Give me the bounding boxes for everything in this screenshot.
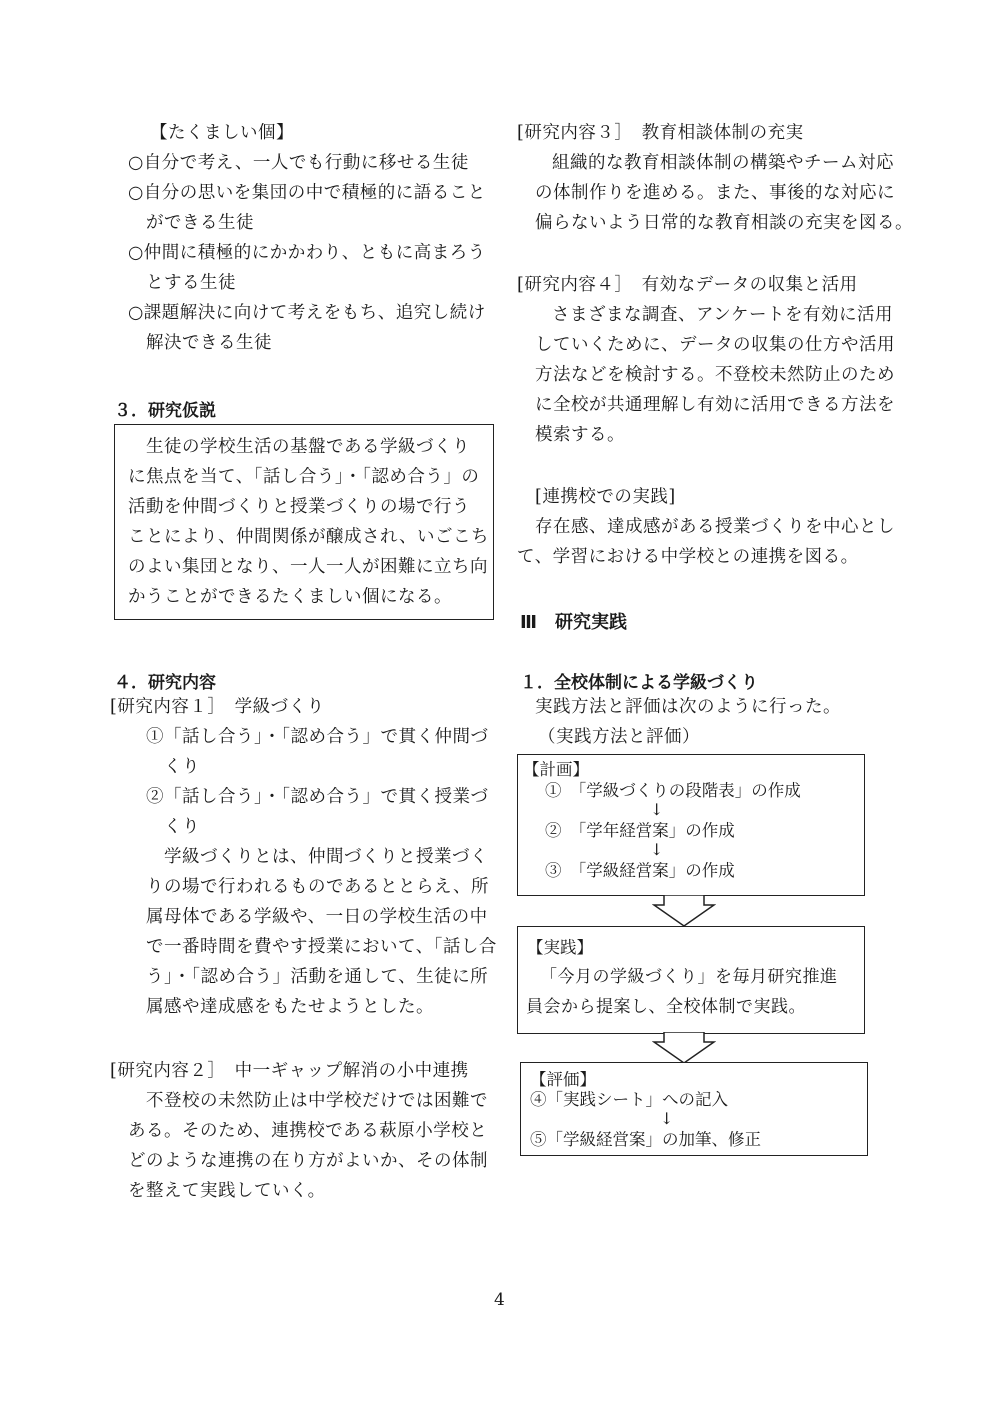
content1-line: 属感や達成感をもたせようとした。: [146, 997, 434, 1017]
plan-item: ① 「学級づくりの段階表」の作成: [545, 781, 801, 800]
section1-intro: 実践方法と評価は次のように行った。: [535, 697, 841, 717]
content4-line: 模索する。: [535, 425, 625, 445]
strong-item: ○自分の思いを集団の中で積極的に語ること: [128, 183, 486, 203]
down-arrow-icon: ↓: [650, 800, 664, 819]
evaluation-item: ④「実践シート」への記入: [530, 1090, 728, 1109]
strong-item: とする生徒: [146, 273, 236, 293]
hypothesis-line: のよい集団となり、一人一人が困難に立ち向: [128, 557, 488, 577]
content2-line: どのような連携の在り方がよいか、その体制: [128, 1151, 488, 1171]
flow-caption: （実践方法と評価）: [538, 727, 700, 747]
strong-item: ○仲間に積極的にかかわり、ともに高まろう: [128, 243, 486, 263]
plan-item: ③ 「学級経営案」の作成: [545, 861, 735, 880]
content1-line: りの場で行われるものであるととらえ、所: [146, 877, 490, 897]
content1-line: 属母体である学級や、一日の学校生活の中: [146, 907, 488, 927]
page-number: 4: [494, 1290, 505, 1310]
strong-item: ○自分で考え、一人でも行動に移せる生徒: [128, 153, 469, 173]
chapter-heading: Ⅲ 研究実践: [520, 612, 628, 633]
flow-down-arrow-icon: [652, 1032, 716, 1064]
content4-label: [研究内容４］ 有効なデータの収集と活用: [517, 275, 858, 295]
hypothesis-line: に焦点を当て、「話し合う」・「認め合う」の: [128, 467, 480, 487]
content1-line: で一番時間を費やす授業において、「話し合: [146, 937, 497, 957]
down-arrow-icon: ↓: [650, 840, 664, 859]
content2-line: ある。そのため、連携校である萩原小学校と: [128, 1121, 488, 1141]
partner-school-line: 存在感、達成感がある授業づくりを中心とし: [535, 517, 895, 537]
content4-line: さまざまな調査、アンケートを有効に活用: [552, 305, 893, 325]
strong-item: 解決できる生徒: [146, 333, 272, 353]
content3-label: [研究内容３］ 教育相談体制の充実: [517, 123, 804, 143]
content1-label: [研究内容１］ 学級づくり: [110, 697, 325, 717]
content3-line: 偏らないよう日常的な教育相談の充実を図る。: [535, 213, 913, 233]
practice-line: 員会から提案し、全校体制で実践。: [526, 997, 806, 1017]
section1-heading: １．全校体制による学級づくり: [520, 673, 758, 693]
content4-line: していくために、データの収集の仕方や活用: [535, 335, 895, 355]
content1-line: くり: [164, 757, 200, 777]
content1-line: ②「話し合う」・「認め合う」で貫く授業づ: [146, 787, 489, 807]
practice-title: 【実践】: [527, 938, 593, 957]
evaluation-title: 【評価】: [530, 1070, 596, 1089]
flow-down-arrow-icon: [652, 895, 716, 927]
content1-line: ①「話し合う」・「認め合う」で貫く仲間づ: [146, 727, 489, 747]
content4-line: に全校が共通理解し有効に活用できる方法を: [535, 395, 895, 415]
strong-item: ができる生徒: [146, 213, 254, 233]
content1-line: 学級づくりとは、仲間づくりと授業づく: [164, 847, 488, 867]
strong-item: ○課題解決に向けて考えをもち、追究し続け: [128, 303, 486, 323]
hypothesis-line: 生徒の学校生活の基盤である学級づくり: [146, 437, 470, 457]
content2-line: 不登校の未然防止は中学校だけでは困難で: [146, 1091, 488, 1111]
content1-line: う」・「認め合う」活動を通して、生徒に所: [146, 967, 489, 987]
practice-line: 「今月の学級づくり」を毎月研究推進: [540, 967, 838, 987]
content4-line: 方法などを検討する。不登校未然防止のため: [535, 365, 895, 385]
partner-school-line: て、学習における中学校との連携を図る。: [517, 547, 859, 567]
section4-heading: ４．研究内容: [114, 673, 216, 693]
partner-school-label: [連携校での実践]: [535, 487, 676, 507]
content2-line: を整えて実践していく。: [128, 1181, 326, 1201]
hypothesis-line: かうことができるたくましい個になる。: [128, 587, 452, 607]
plan-title: 【計画】: [523, 760, 589, 779]
down-arrow-icon: ↓: [660, 1109, 674, 1128]
content3-line: 組織的な教育相談体制の構築やチーム対応: [552, 153, 894, 173]
content3-line: の体制作りを進める。また、事後的な対応に: [535, 183, 895, 203]
hypothesis-line: ことにより、仲間関係が醸成され、いごこち: [128, 527, 490, 547]
plan-item: ② 「学年経営案」の作成: [545, 821, 735, 840]
content1-line: くり: [164, 817, 200, 837]
strong-individual-title: 【たくましい個】: [150, 123, 294, 143]
hypothesis-line: 活動を仲間づくりと授業づくりの場で行う: [128, 497, 470, 517]
section3-heading: ３．研究仮説: [114, 401, 216, 421]
evaluation-item: ⑤「学級経営案」の加筆、修正: [530, 1130, 761, 1149]
content2-label: [研究内容２］ 中一ギャップ解消の小中連携: [110, 1061, 469, 1081]
